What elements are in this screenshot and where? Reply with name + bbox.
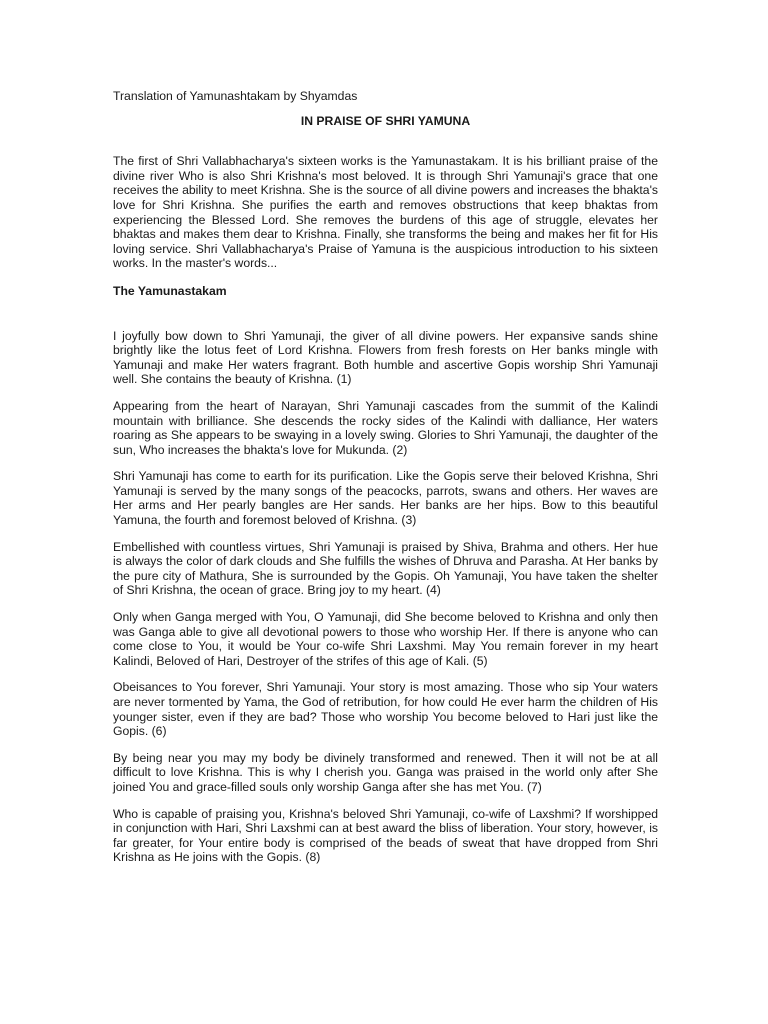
section-heading: The Yamunastakam: [113, 283, 227, 298]
document-title: IN PRAISE OF SHRI YAMUNA: [300, 113, 471, 128]
verse-paragraph: Shri Yamunaji has come to earth for its purification. Like the Gopis serve their beloved Krishna, Shri Yamunaji is served by the many songs of the peacocks, parrots, swans and others. Her waves are Her arms and Her pearly bangles are Her sands. Her banks are her hips. Bow to this beautiful Yamuna, the fourth and foremost beloved of Krishna. (3): [113, 469, 658, 528]
verse-paragraph: Who is capable of praising you, Krishna's beloved Shri Yamunaji, co-wife of Laxshmi? If worshipped in conjunction with Hari, Shri Laxshmi can at best award the bliss of liberation. Your story, however, is far greater, for Your entire body is comprised of the beads of sweat that have dropped from Shri Krishna as He joins with the Gopis. (8): [113, 806, 658, 865]
document-header: Translation of Yamunashtakam by Shyamdas: [113, 89, 358, 103]
intro-paragraph: The first of Shri Vallabhacharya's sixteen works is the Yamunastakam. It is his brilliant praise of the divine river Who is also Shri Krishna's most beloved. It is through Shri Yamunaji's grace that one receives the ability to meet Krishna. She is the source of all divine powers and increases the bhakta's love for Shri Krishna. She purifies the earth and removes obstructions that keep bhaktas from experiencing the Blessed Lord. She removes the burdens of this age of struggle, elevates her bhaktas and makes them dear to Krishna. Finally, she transforms the being and makes her fit for His loving service. Shri Vallabhacharya's Praise of Yamuna is the auspicious introduction to his sixteen works. In the master's words...: [113, 154, 658, 271]
document-page: [113, 89, 658, 877]
verse-paragraph: Only when Ganga merged with You, O Yamunaji, did She become beloved to Krishna and only then was Ganga able to give all devotional powers to those who worship Her. If there is anyone who can come close to You, it would be Your co-wife Shri Laxshmi. May You remain forever in my heart Kalindi, Beloved of Hari, Destroyer of the strifes of this age of Kali. (5): [113, 610, 658, 668]
verse-paragraph: By being near you may my body be divinely transformed and renewed. Then it will not be at all difficult to love Krishna. This is why I cherish you. Ganga was praised in the world only after She joined You and grace-filled souls only worship Ganga after she has met You. (7): [113, 750, 658, 794]
verse-paragraph: Appearing from the heart of Narayan, Shri Yamunaji cascades from the summit of the Kalindi mountain with brilliance. She descends the rocky sides of the Kalindi with dalliance, Her waters roaring as She appears to be swaying in a lovely swing. Glories to Shri Yamunaji, the daughter of the sun, Who increases the bhakta's love for Mukunda. (2): [113, 398, 658, 457]
verse-paragraph: Obeisances to You forever, Shri Yamunaji. Your story is most amazing. Those who sip Your waters are never tormented by Yama, the God of retribution, for how could He ever harm the children of His younger sister, even if they are bad? Those who worship You become beloved to Hari just like the Gopis. (6): [113, 680, 658, 739]
verse-paragraph: Embellished with countless virtues, Shri Yamunaji is praised by Shiva, Brahma and others. Her hue is always the color of dark clouds and She fulfills the wishes of Dhruva and Parasha. At Her banks by the pure city of Mathura, She is surrounded by the Gopis. Oh Yamunaji, You have taken the shelter of Shri Krishna, the ocean of grace. Bring joy to my heart. (4): [113, 539, 658, 598]
verse-paragraph: I joyfully bow down to Shri Yamunaji, the giver of all divine powers. Her expansive sands shine brightly like the lotus feet of Lord Krishna. Flowers from fresh forests on Her banks mingle with Yamunaji and make Her waters fragrant. Both humble and ascertive Gopis worship Shri Yamunaji well. She contains the beauty of Krishna. (1): [113, 328, 658, 387]
